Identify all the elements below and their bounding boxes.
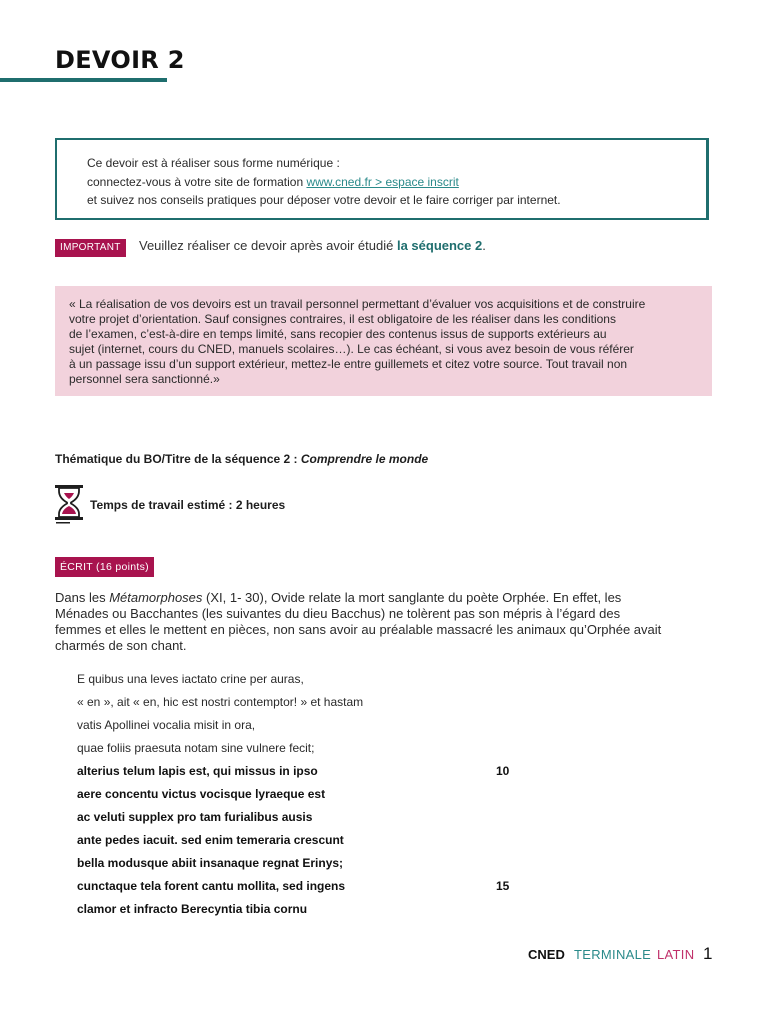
- quote-line: personnel sera sanctionné.»: [69, 372, 220, 386]
- info-line-2-prefix: connectez-vous à votre site de formation: [87, 175, 307, 189]
- info-line-2: [87, 175, 459, 189]
- line-number: 15: [496, 879, 510, 893]
- intro-l1-b: (XI, 1- 30), Ovide relate la mort sanglante du poète Orphée. En effet, les: [202, 590, 622, 605]
- important-text-highlight: la séquence 2: [396, 238, 483, 253]
- honesty-notice: [55, 286, 712, 396]
- line-number: 10: [496, 764, 510, 778]
- intro-line-1: [55, 590, 621, 605]
- quote-line: « La réalisation de vos devoirs est un travail personnel permettant d’évaluer vos acquisitions et de construire: [69, 297, 646, 311]
- quote-line: à un passage issu d’un support extérieur, mettez-le entre guillemets et citez votre source. Tout travail non: [69, 357, 628, 371]
- intro-line-2: Ménades ou Bacchantes (les suivantes du dieu Bacchus) ne tolèrent pas son mépris à l’égard des: [55, 606, 621, 621]
- footer-subject: LATIN: [657, 947, 695, 962]
- intro-l1-italic: Métamorphoses: [109, 590, 203, 605]
- title-underline: [0, 78, 167, 82]
- ecrit-label: ÉCRIT: [60, 561, 93, 573]
- verse-line: « en », ait « en, hic est nostri contemptor! » et hastam: [77, 695, 364, 709]
- ecrit-badge: [55, 557, 154, 577]
- info-line-1: Ce devoir est à réaliser sous forme numérique :: [87, 156, 340, 170]
- verse-line: ante pedes iacuit. sed enim temeraria crescunt: [77, 833, 344, 847]
- estimated-time: Temps de travail estimé : 2 heures: [90, 498, 286, 512]
- page-number: 1: [703, 944, 713, 963]
- quote-line: de l’examen, c’est-à-dire en temps limité, sans recopier des contenus issus de supports extérieurs au: [69, 327, 607, 341]
- verse-line: bella modusque abiit insanaque regnat Erinys;: [77, 856, 344, 870]
- verse-line: cunctaque tela forent cantu mollita, sed ingens: [77, 879, 346, 893]
- quote-line: votre projet d’orientation. Sauf consignes contraires, il est obligatoire de les réaliser dans les conditions: [69, 312, 616, 326]
- verse-line: clamor et infracto Berecyntia tibia cornu: [77, 902, 308, 916]
- footer-cned: CNED: [528, 947, 565, 962]
- important-text-prefix: Veuillez réaliser ce devoir après avoir étudié: [139, 238, 397, 253]
- intro-line-4: charmés de son chant.: [55, 638, 187, 653]
- quote-line: sujet (internet, cours du CNED, manuels scolaires…). Le cas échéant, si vous avez besoin de vous référer: [69, 342, 634, 356]
- ecrit-points: (16 points): [96, 561, 149, 573]
- verse-line: ac veluti supplex pro tam furialibus ausis: [77, 810, 313, 824]
- important-text: [139, 238, 486, 253]
- footer-level: TERMINALE: [574, 947, 652, 962]
- sequence-theme: [55, 452, 428, 466]
- verse-line: quae foliis praesuta notam sine vulnere fecit;: [77, 741, 315, 755]
- verse-line: E quibus una leves iactato crine per auras,: [77, 672, 304, 686]
- important-badge: IMPORTANT: [55, 239, 126, 257]
- online-submission-box: [55, 138, 709, 220]
- intro-line-3: femmes et elles le mettent en pièces, non sans avoir au préalable massacré les animaux qu’Orphée avait: [55, 622, 662, 637]
- intro-l1-a: Dans les: [55, 590, 110, 605]
- theme-prefix: Thématique du BO/Titre de la séquence 2 :: [55, 452, 301, 466]
- verse-line: aere concentu victus vocisque lyraeque est: [77, 787, 326, 801]
- cned-link[interactable]: www.cned.fr > espace inscrit: [306, 175, 459, 189]
- important-text-suffix: .: [482, 238, 486, 253]
- hourglass-icon: [54, 484, 84, 524]
- theme-title: Comprendre le monde: [300, 452, 429, 466]
- info-line-3: et suivez nos conseils pratiques pour déposer votre devoir et le faire corriger par internet.: [87, 193, 561, 207]
- verse-line: alterius telum lapis est, qui missus in ipso: [77, 764, 318, 778]
- verse-line: vatis Apollinei vocalia misit in ora,: [77, 718, 256, 732]
- page-title: DEVOIR 2: [55, 46, 185, 74]
